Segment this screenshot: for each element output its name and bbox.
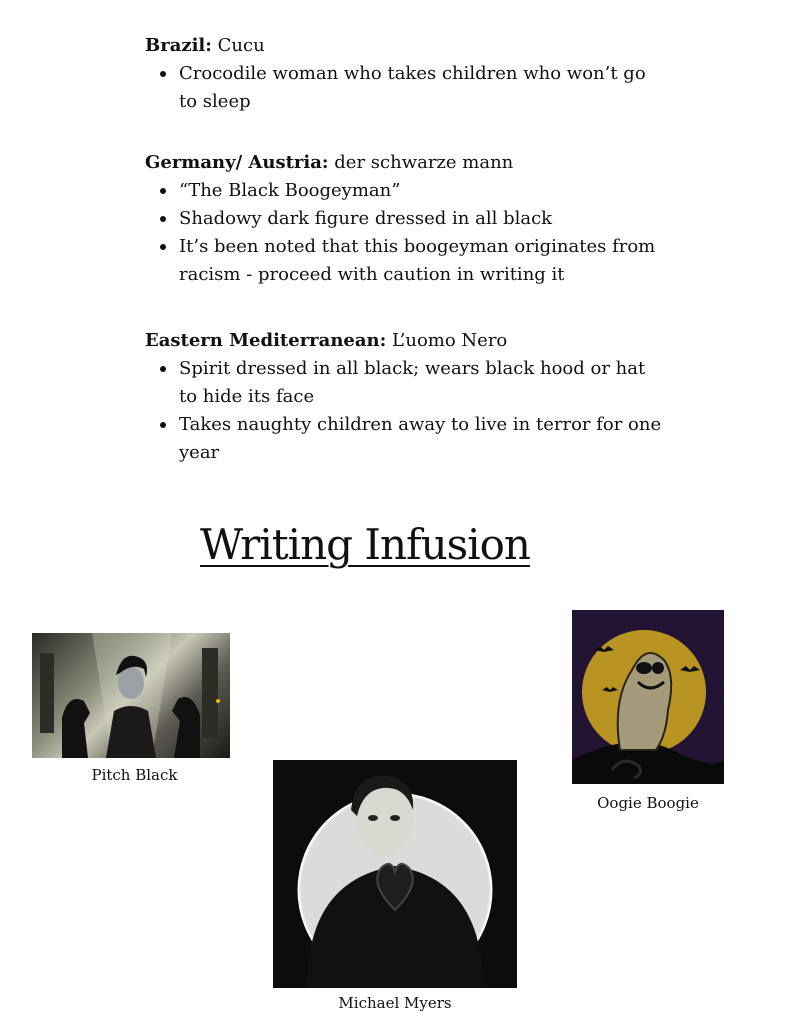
section-brazil [145,32,665,116]
bullet-list [145,60,665,116]
list-item: It’s been noted that this boogeyman originates from racism - proceed with caution in writing it [145,233,665,289]
list-item: “The Black Boogeyman” [145,177,665,205]
section-heading [145,327,665,355]
boogeyman-name: Cucu [217,35,265,56]
list-item: Crocodile woman who takes children who won’t go to sleep [145,60,665,116]
section-heading [145,32,665,60]
michael-myers-illustration [273,760,517,988]
pitch-black-caption: Pitch Black [91,766,178,784]
bullet-list [145,177,665,289]
boogeyman-name: der schwarze mann [334,152,514,173]
boogeyman-name: L’uomo Nero [392,330,508,351]
region-label: Eastern Mediterranean: [145,330,387,351]
region-label: Germany/ Austria: [145,152,329,173]
list-item: Shadowy dark figure dressed in all black [145,205,665,233]
region-label: Brazil: [145,35,212,56]
page-title: Writing Infusion [200,520,530,569]
bullet-list [145,355,665,467]
michael-myers-caption: Michael Myers [338,994,452,1012]
section-germany-austria [145,149,665,289]
section-eastern-mediterranean [145,327,665,467]
pitch-black-illustration [32,633,230,758]
oogie-boogie-image [572,610,724,784]
oogie-boogie-caption: Oogie Boogie [597,794,699,812]
pitch-black-image [32,633,230,758]
list-item: Takes naughty children away to live in terror for one year [145,411,665,467]
section-heading [145,149,665,177]
oogie-boogie-illustration [572,610,724,784]
list-item: Spirit dressed in all black; wears black hood or hat to hide its face [145,355,665,411]
michael-myers-image [273,760,517,988]
